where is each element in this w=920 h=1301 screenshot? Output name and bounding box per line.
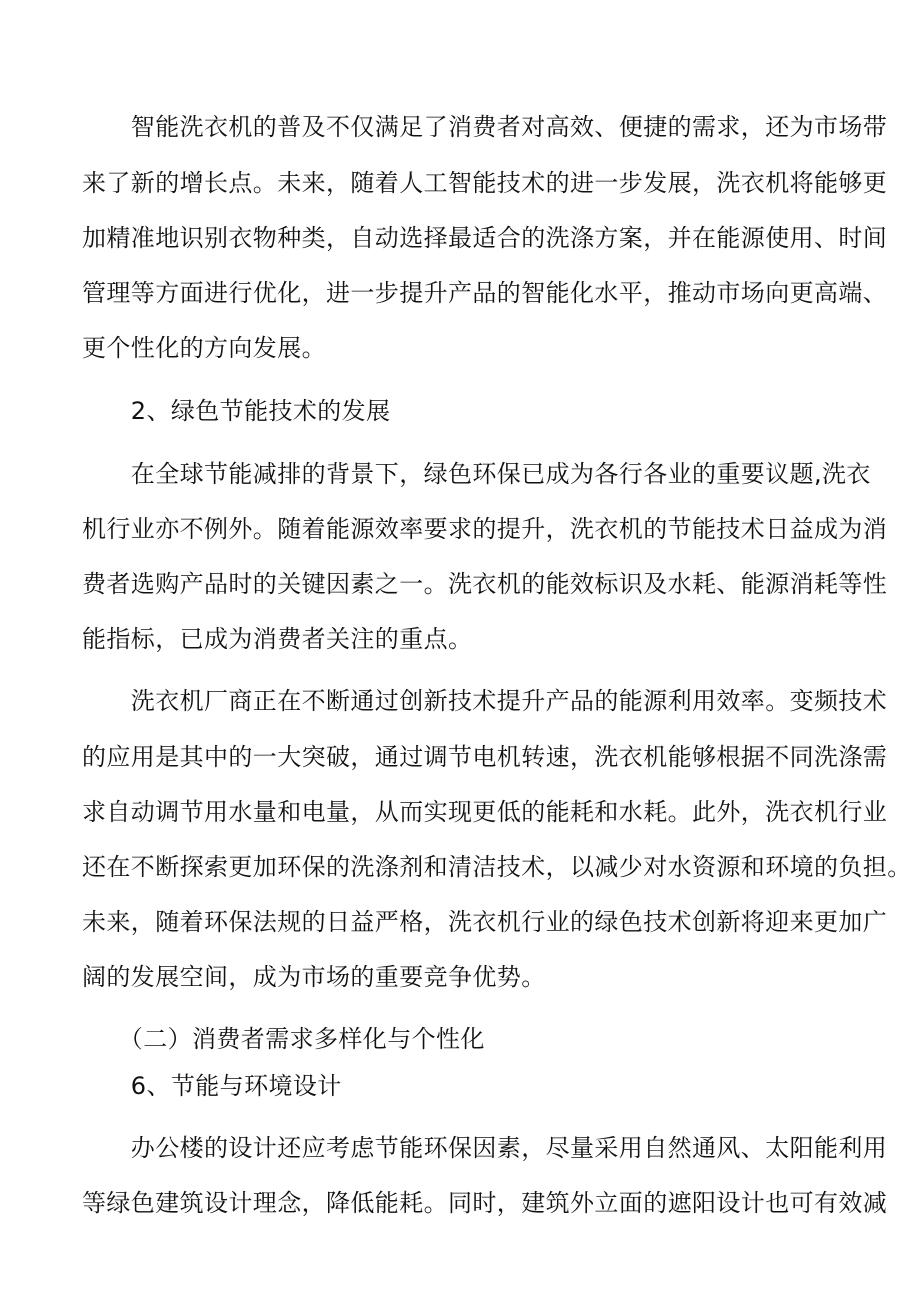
section-heading: （二）消费者需求多样化与个性化: [82, 1025, 485, 1053]
section-heading: 6、节能与环境设计: [82, 1072, 342, 1100]
paragraph-line: 管理等方面进行优化，进一步提升产品的智能化水平，推动市场向更高端、: [82, 279, 888, 307]
paragraph-line: 洗衣机厂商正在不断通过创新技术提升产品的能源利用效率。变频技术: [82, 687, 888, 715]
paragraph-line: 在全球节能减排的背景下，绿色环保已成为各行各业的重要议题,洗衣: [82, 460, 871, 488]
paragraph-line: 来了新的增长点。未来，随着人工智能技术的进一步发展，洗衣机将能够更: [82, 169, 888, 197]
paragraph-line: 阔的发展空间，成为市场的重要竞争优势。: [82, 963, 546, 991]
paragraph-line: 机行业亦不例外。随着能源效率要求的提升，洗衣机的节能技术日益成为消: [82, 515, 888, 543]
paragraph-line: 的应用是其中的一大突破，通过调节电机转速，洗衣机能够根据不同洗涤需: [82, 743, 888, 771]
paragraph-line: 加精准地识别衣物种类，自动选择最适合的洗涤方案，并在能源使用、时间: [82, 224, 888, 252]
paragraph-line: 求自动调节用水量和电量，从而实现更低的能耗和水耗。此外，洗衣机行业: [82, 798, 888, 826]
paragraph-line: 费者选购产品时的关键因素之一。洗衣机的能效标识及水耗、能源消耗等性: [82, 570, 888, 598]
paragraph-line: 更个性化的方向发展。: [82, 334, 326, 362]
paragraph-line: 还在不断探索更加环保的洗涤剂和清洁技术，以减少对水资源和环境的负担。: [82, 853, 912, 881]
paragraph-line: 办公楼的设计还应考虑节能环保因素，尽量采用自然通风、太阳能利用: [82, 1134, 888, 1162]
paragraph-line: 未来，随着环保法规的日益严格，洗衣机行业的绿色技术创新将迎来更加广: [82, 908, 888, 936]
paragraph-line: 智能洗衣机的普及不仅满足了消费者对高效、便捷的需求，还为市场带: [82, 113, 888, 141]
paragraph-line: 等绿色建筑设计理念，降低能耗。同时，建筑外立面的遮阳设计也可有效减: [82, 1189, 888, 1217]
section-heading: 2、绿色节能技术的发展: [82, 397, 391, 425]
paragraph-line: 能指标，已成为消费者关注的重点。: [82, 625, 473, 653]
